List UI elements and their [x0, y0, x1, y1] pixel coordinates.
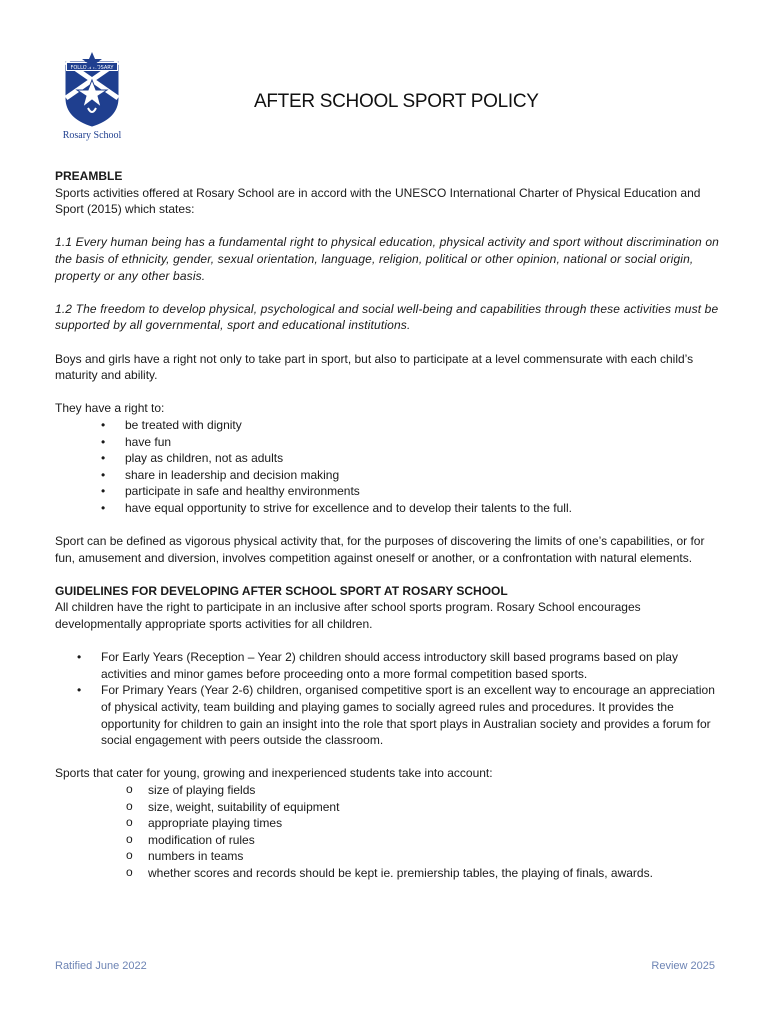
guidelines-intro: All children have the right to participate in an inclusive after school sports program. Rosary School encourages developmentally appropriate sports activities for all children. [55, 600, 641, 632]
list-item: • share in leadership and decision making [101, 467, 340, 482]
guidelines-list [55, 649, 725, 749]
svg-text:FOLLOW ROSARY: FOLLOW ROSARY [70, 65, 114, 71]
footer-review: Review 2025 [651, 960, 715, 972]
charter-quote-1: 1.1 Every human being has a fundamental right to physical education, physical activity and sport without discrimination on the basis of ethnicity, gender, sexual orientation, language, religion, political or other opinion, national or social origin, property or any other basis. [55, 235, 719, 283]
list-item: o modification of rules [126, 831, 255, 847]
list-item: • be treated with dignity [101, 417, 242, 432]
document-body [55, 168, 725, 882]
list-item: • For Primary Years (Year 2-6) children, organised competitive sport is an excellent way to encourage an appreciation of physical activity, team building and playing games to socially agreed rules and procedures. It provides the opportunity for children to gain an insight into the role that sport plays in Australian society and provides a forum for social engagement with peers outside the classroom. [77, 683, 715, 748]
guidelines-heading: GUIDELINES FOR DEVELOPING AFTER SCHOOL SPORT AT ROSARY SCHOOL [55, 583, 508, 598]
sports-intro: Sports that cater for young, growing and inexperienced students take into account: [55, 766, 493, 781]
sport-definition: Sport can be defined as vigorous physical activity that, for the purposes of discovering the limits of one’s capabilities, or for fun, amusement and diversion, involves competition against oneself or another, or a confrontation with natural elements. [55, 534, 705, 565]
school-logo [52, 50, 132, 146]
footer-ratified: Ratified June 2022 [55, 960, 147, 972]
charter-quote-2: 1.2 The freedom to develop physical, psychological and social well-being and capabilities through these activities must be supported by all governmental, sport and educational institutions. [55, 301, 719, 333]
page-title: AFTER SCHOOL SPORT POLICY [254, 91, 539, 112]
list-item: o whether scores and records should be kept ie. premiership tables, the playing of finals, awards. [126, 864, 653, 880]
rights-paragraph: Boys and girls have a right not only to take part in sport, but also to participate at a level commensurate with each child’s maturity and ability. [55, 351, 694, 383]
list-item: • participate in safe and healthy environments [101, 484, 360, 499]
list-item: o size, weight, suitability of equipment [126, 798, 340, 814]
preamble-heading: PREAMBLE [55, 169, 123, 183]
rights-list [55, 417, 725, 517]
preamble-intro: Sports activities offered at Rosary School are in accord with the UNESCO International Charter of Physical Education and Sport (2015) which states: [55, 185, 701, 217]
sports-considerations-list [55, 782, 725, 882]
list-item: • For Early Years (Reception – Year 2) children should access introductory skill based programs based on play activities and minor games before proceeding onto a more formal competition based sports. [77, 650, 678, 681]
shield-crest-icon [52, 50, 132, 130]
list-item: • have fun [101, 434, 172, 449]
list-item: o appropriate playing times [126, 815, 283, 831]
rights-intro: They have a right to: [55, 401, 165, 416]
list-item: • have equal opportunity to strive for excellence and to develop their talents to the full. [101, 500, 572, 515]
list-item: o size of playing fields [126, 781, 256, 797]
list-item: • play as children, not as adults [101, 451, 284, 466]
list-item: o numbers in teams [126, 848, 244, 864]
logo-caption: Rosary School [62, 130, 122, 141]
